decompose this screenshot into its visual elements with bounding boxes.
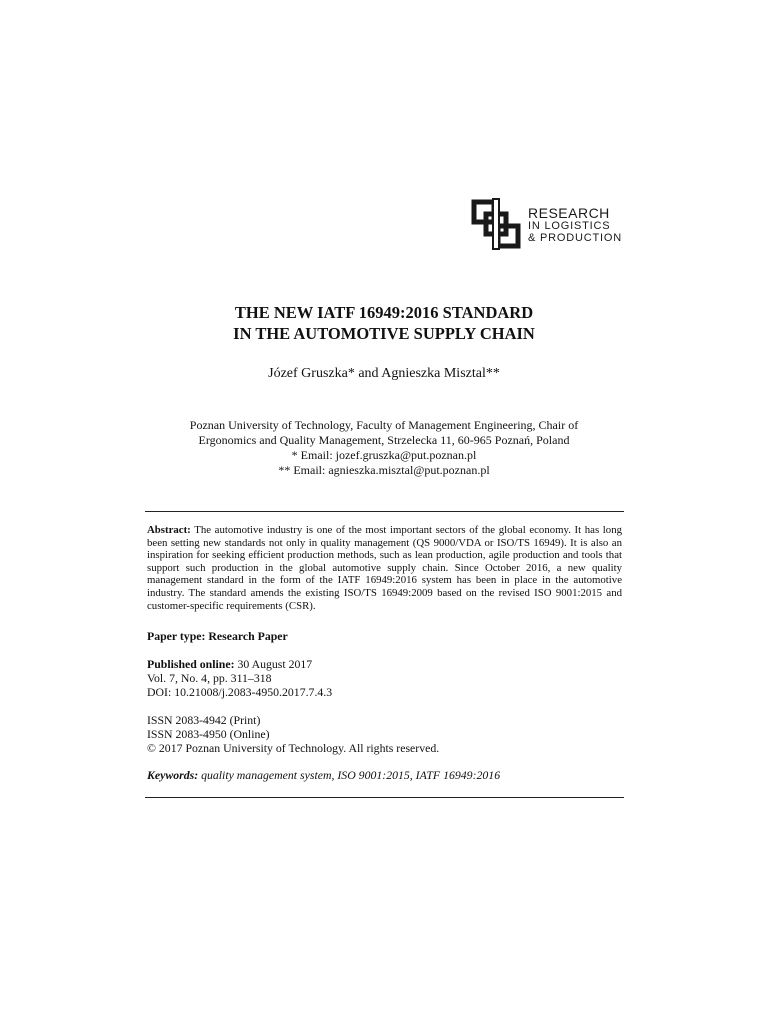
publication-info	[147, 657, 332, 699]
abstract	[147, 524, 622, 612]
copyright: © 2017 Poznan University of Technology. All rights reserved.	[147, 741, 440, 755]
keywords-value: quality management system, ISO 9001:2015, IATF 16949:2016	[201, 768, 501, 782]
doi: DOI: 10.21008/j.2083-4950.2017.7.4.3	[147, 685, 333, 699]
logo-line-2: IN LOGISTICS	[528, 220, 611, 232]
journal-logo	[470, 198, 626, 250]
published-date: 30 August 2017	[237, 657, 313, 671]
logo-text	[528, 206, 622, 244]
issn-info	[147, 713, 439, 755]
paper-title	[0, 302, 768, 344]
affiliation-line-1: Poznan University of Technology, Faculty of Management Engineering, Chair of	[189, 418, 579, 432]
authors: Józef Gruszka* and Agnieszka Misztal**	[268, 366, 500, 381]
issn-online: ISSN 2083-4950 (Online)	[147, 727, 270, 741]
paper-type: Paper type: Research Paper	[147, 629, 288, 643]
abstract-text: The automotive industry is one of the most important sectors of the global economy. It has long been setting new standards not only in quality management (QS 9000/VDA or ISO/TS 16949). It is also an inspiration for seeking efficient production methods, such as lean production, agile production and tools that support such production in the global automotive supply chain. Since October 2016, a new quality management standard in the form of the IATF 16949:2016 system has been in place in the automotive industry. The standard amends the existing ISO/TS 16949:2009 based on the revised ISO 9001:2015 and customer-specific requirements (CSR).	[147, 524, 622, 612]
published-label: Published online:	[147, 657, 235, 671]
logo-line-1: RESEARCH	[528, 205, 610, 221]
email-2: ** Email: agnieszka.misztal@put.poznan.pl	[278, 463, 490, 477]
keywords	[147, 768, 500, 782]
issn-print: ISSN 2083-4942 (Print)	[147, 713, 261, 727]
top-divider	[145, 511, 624, 512]
bottom-divider	[145, 797, 624, 798]
title-line-2: IN THE AUTOMOTIVE SUPPLY CHAIN	[233, 324, 535, 343]
published-online	[147, 657, 332, 671]
volume-info: Vol. 7, No. 4, pp. 311–318	[147, 671, 272, 685]
affiliation-line-2: Ergonomics and Quality Management, Strzelecka 11, 60-965 Poznań, Poland	[198, 433, 570, 447]
chain-link-icon	[470, 198, 522, 250]
abstract-label: Abstract:	[147, 524, 191, 536]
email-1: * Email: jozef.gruszka@put.poznan.pl	[291, 448, 477, 462]
logo-line-3: & PRODUCTION	[528, 232, 622, 244]
keywords-label: Keywords:	[147, 768, 199, 782]
title-line-1: THE NEW IATF 16949:2016 STANDARD	[234, 303, 534, 322]
affiliation	[140, 418, 628, 478]
